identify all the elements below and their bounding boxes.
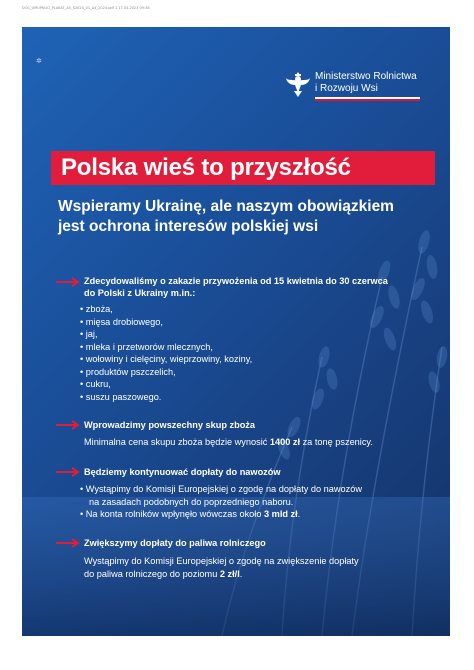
scan-header: DOC_UMUPNUO_PLAKAT_A5_S2025_01_A4_2024.pdf 1 17.04.2023 09:38 bbox=[22, 6, 150, 10]
section4-heading: Zwiększymy dopłaty do paliwa rolniczego bbox=[84, 538, 266, 548]
section2-heading: Wprowadzimy powszechny skup zboża bbox=[84, 420, 256, 430]
list-item: • produktów pszczelich, bbox=[80, 366, 176, 377]
list-item: • cukru, bbox=[80, 379, 111, 389]
ministry-name-line2: i Rozwoju Wsi bbox=[315, 83, 378, 94]
ministry-name-line1: Ministerstwo Rolnictwa bbox=[315, 71, 417, 82]
section1-list bbox=[80, 303, 252, 403]
section1-heading-line2: do Polski z Ukrainy m.in.: bbox=[84, 288, 196, 298]
section4-body-text: do paliwa rolniczego do poziomu bbox=[84, 568, 220, 579]
section3-bullet2-end: . bbox=[297, 509, 301, 519]
section3-amount: 3 mld zł bbox=[264, 509, 298, 519]
section2-price: 1400 zł bbox=[269, 437, 301, 447]
polish-flag-bar bbox=[315, 97, 420, 101]
list-item: • Wystąpimy do Komisji Europejskiej o zgodę na dopłaty do nawozów bbox=[80, 484, 362, 494]
list-item: • mleka i przetworów mlecznych, bbox=[80, 341, 213, 352]
corner-mark: ✲ bbox=[36, 58, 42, 65]
arrow-icon bbox=[56, 467, 80, 477]
arrow-icon bbox=[56, 420, 80, 430]
list-item bbox=[80, 508, 362, 521]
list-item: • zboża, bbox=[80, 304, 113, 314]
subtitle bbox=[58, 197, 394, 237]
list-item: • wołowiny i cielęciny, wieprzowiny, koziny, bbox=[80, 354, 253, 364]
section1-heading bbox=[84, 275, 388, 299]
section3-heading: Będziemy kontynuować dopłaty do nawozów bbox=[84, 467, 281, 477]
arrow-icon bbox=[56, 538, 80, 548]
section2-body-end: za tonę pszenicy. bbox=[300, 437, 373, 447]
eagle-icon bbox=[284, 69, 312, 99]
list-item-continuation: na zasadach podobnych do poprzedniego naboru. bbox=[89, 496, 294, 507]
arrow-icon bbox=[56, 277, 80, 287]
section3-bullet2-text: • Na konta rolników wpłynęło wówczas około bbox=[80, 509, 264, 519]
section2-body-text: Minimalna cena skupu zboża będzie wynosić bbox=[84, 437, 270, 447]
section4-body-line2 bbox=[84, 568, 359, 581]
list-item: • jaj, bbox=[80, 329, 98, 339]
ministry-logo bbox=[284, 69, 444, 129]
subtitle-line1: Wspieramy Ukrainę, ale naszym obowiązkiem bbox=[58, 198, 394, 215]
section2-body bbox=[84, 436, 373, 449]
list-item: • mięsa drobiowego, bbox=[80, 316, 163, 327]
section1-heading-line1: Zdecydowaliśmy o zakazie przywożenia od 15 kwietnia do 30 czerwca bbox=[84, 276, 388, 286]
page-title: Polska wieś to przyszłość bbox=[61, 154, 351, 181]
list-item: • suszu paszowego. bbox=[80, 391, 162, 402]
section4-rate: 2 zł/l bbox=[219, 568, 240, 579]
subtitle-line2: jest ochrona interesów polskiej wsi bbox=[58, 218, 319, 235]
section4-body-line1: Wystąpimy do Komisji Europejskiej o zgodę na zwiększenie dopłaty bbox=[84, 556, 359, 566]
title-banner bbox=[51, 151, 435, 185]
poster bbox=[22, 27, 450, 636]
section3-list bbox=[80, 483, 362, 521]
section4-body bbox=[84, 555, 359, 580]
section4-body-end: . bbox=[239, 568, 243, 579]
